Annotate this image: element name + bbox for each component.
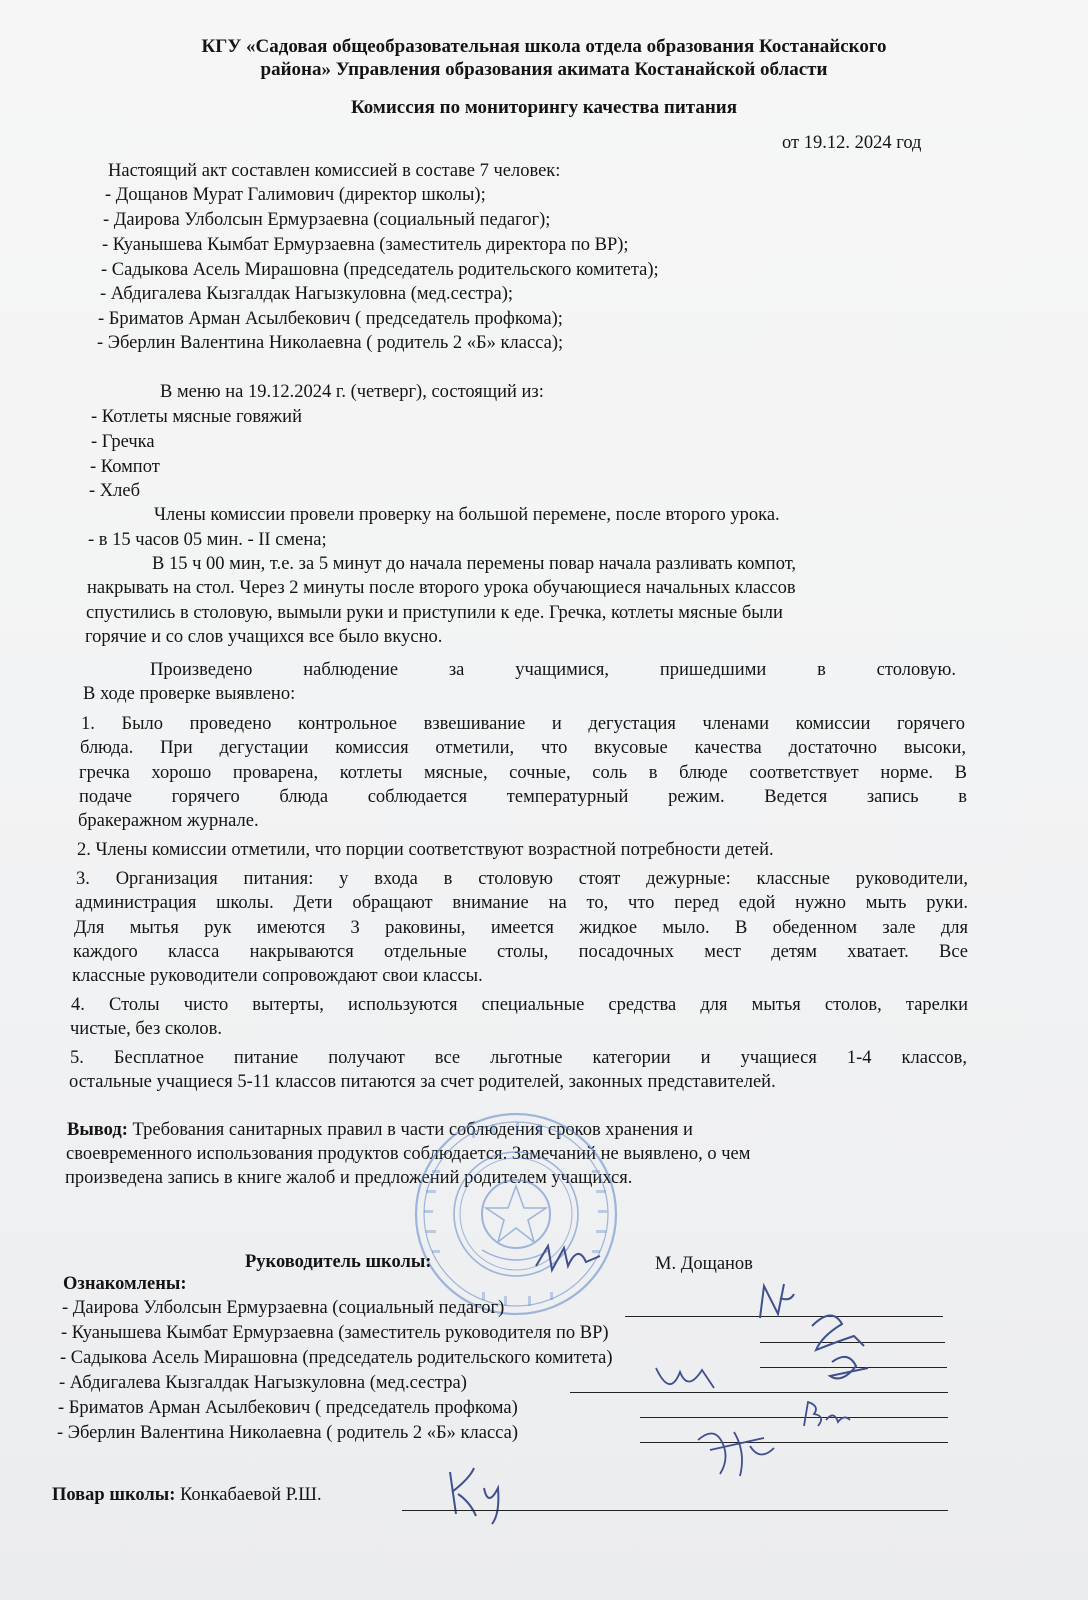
point-5-line: 5. Бесплатное питание получают все льготные категории и учащиеся 1-4 классов, (70, 1048, 967, 1068)
acquainted-item: - Абдигалева Кызгалдак Нагызкуловна (мед.сестра) (59, 1373, 467, 1393)
paragraph-line: накрывать на стол. Через 2 минуты после второго урока обучающиеся начальных классов (87, 578, 796, 598)
signature-cook (440, 1458, 520, 1528)
acquainted-item: - Даирова Улболсын Ермурзаевна (социальный педагог) (62, 1298, 505, 1318)
menu-item: - Хлеб (89, 481, 141, 501)
point-1-line: блюда. При дегустации комиссия отметили, что вкусовые качества достаточно высоки, (80, 738, 966, 758)
conclusion-line-3: произведена запись в книге жалоб и предложений родителем учащихся. (65, 1168, 633, 1188)
shift-line: - в 15 часов 05 мин. - II смена; (88, 530, 327, 550)
menu-item: - Котлеты мясные говяжий (91, 407, 302, 427)
point-3-line: Для мытья рук имеются 3 раковины, имеется жидкое мыло. В обеденном зале для (74, 918, 968, 938)
member-item: - Дощанов Мурат Галимович (директор школы); (105, 185, 486, 205)
member-item: - Куанышева Кымбат Ермурзаевна (заместитель директора по ВР); (102, 235, 629, 255)
conclusion-text: Требования санитарных правил в части соблюдения сроков хранения и (127, 1120, 693, 1140)
paragraph-line: Произведено наблюдение за учащимися, пришедшими в столовую. (150, 660, 956, 680)
acquainted-item: - Эберлин Валентина Николаевна ( родитель 2 «Б» класса) (57, 1423, 518, 1443)
round-seal-stamp (412, 1110, 620, 1318)
signature-sadykova (650, 1358, 720, 1404)
head-signature (530, 1236, 610, 1282)
paragraph-line: В 15 ч 00 мин, т.е. за 5 минут до начала перемены повар начала разливать компот, (152, 554, 797, 574)
paragraph-line: В ходе проверке выявлено: (83, 684, 296, 704)
member-item: - Бриматов Арман Асылбекович ( председатель профкома); (98, 309, 563, 329)
menu-item: - Компот (90, 457, 160, 477)
member-item: - Абдигалева Кызгалдак Нагызкуловна (мед.сестра); (100, 284, 513, 304)
composition-intro: Настоящий акт составлен комиссией в составе 7 человек: (108, 161, 561, 181)
point-1-line: бракеражном журнале. (78, 811, 259, 831)
org-name-line-1: КГУ «Садовая общеобразовательная школа отдела образования Костанайского (201, 36, 887, 57)
head-of-school-label: Руководитель школы: (245, 1252, 432, 1272)
acquainted-item: - Куанышева Кымбат Ермурзаевна (заместитель руководителя по ВР) (61, 1323, 609, 1343)
paragraph-line: спустились в столовую, вымыли руки и приступили к еде. Гречка, котлеты мясные были (86, 603, 783, 623)
signature-line (640, 1417, 948, 1418)
signature-kuanysheva (802, 1306, 882, 1390)
point-3-line: администрация школы. Дети обращают внимание на то, что перед едой нужно мыть руки. (75, 893, 968, 913)
point-4-line: 4. Столы чисто вытерты, используются специальные средства для мытья столов, тарелки (71, 995, 968, 1015)
point-3-line: классные руководители сопровождают свои классы. (72, 966, 483, 986)
signature-dairova (750, 1278, 800, 1326)
acquainted-item: - Бриматов Арман Асылбекович ( председатель профкома) (58, 1398, 518, 1418)
cook-name: Конкабаевой Р.Ш. (175, 1485, 322, 1505)
acquainted-label: Ознакомлены: (63, 1274, 187, 1294)
member-item: - Даирова Улболсын Ермурзаевна (социальный педагог); (103, 210, 551, 230)
org-name-line-2: района» Управления образования акимата Костанайской области (260, 59, 828, 80)
cook-label: Повар школы: (52, 1485, 176, 1505)
check-line: Члены комиссии провели проверку на большой перемене, после второго урока. (154, 505, 780, 525)
signature-line (640, 1442, 948, 1443)
point-1-line: гречка хорошо проварена, котлеты мясные, сочные, соль в блюде соответствует норме. В (79, 763, 967, 783)
point-3-line: каждого класса накрываются отдельные столы, посадочных мест детям хватает. Все (73, 942, 968, 962)
point-4-line: чистые, без сколов. (70, 1019, 223, 1039)
member-item: - Эберлин Валентина Николаевна ( родитель 2 «Б» класса); (97, 333, 564, 353)
menu-item: - Гречка (91, 432, 155, 452)
signature-line (402, 1510, 948, 1511)
acquainted-item: - Садыкова Асель Мирашовна (председатель родительского комитета) (60, 1348, 613, 1368)
signature-eberlin (690, 1418, 780, 1484)
point-1-line: 1. Было проведено контрольное взвешивание и дегустация членами комиссии горячего (81, 714, 965, 734)
signature-line (570, 1392, 948, 1393)
commission-title: Комиссия по мониторингу качества питания (350, 97, 738, 118)
menu-intro: В меню на 19.12.2024 г. (четверг), состоящий из: (160, 382, 544, 402)
head-of-school-name: М. Дощанов (655, 1254, 753, 1274)
cook-row (52, 1483, 322, 1507)
act-date: от 19.12. 2024 год (782, 133, 922, 153)
member-item: - Садыкова Асель Мирашовна (председатель родительского комитета); (101, 260, 659, 280)
point-3-line: 3. Организация питания: у входа в столовую стоят дежурные: классные руководители, (76, 869, 968, 889)
paragraph-line: горячие и со слов учащихся все было вкусно. (85, 627, 443, 647)
conclusion-line-2: своевременного использования продуктов соблюдается. Замечаний не выявлено, о чем (66, 1144, 751, 1164)
point-5-line: остальные учащиеся 5-11 классов питаются за счет родителей, законных представителей. (69, 1072, 776, 1092)
signature-brimatov (798, 1396, 854, 1436)
point-2-line: 2. Члены комиссии отметили, что порции соответствуют возрастной потребности детей. (77, 840, 774, 860)
conclusion-label: Вывод: (67, 1120, 128, 1140)
point-1-line: подаче горячего блюда соблюдается температурный режим. Ведется запись в (79, 787, 967, 807)
